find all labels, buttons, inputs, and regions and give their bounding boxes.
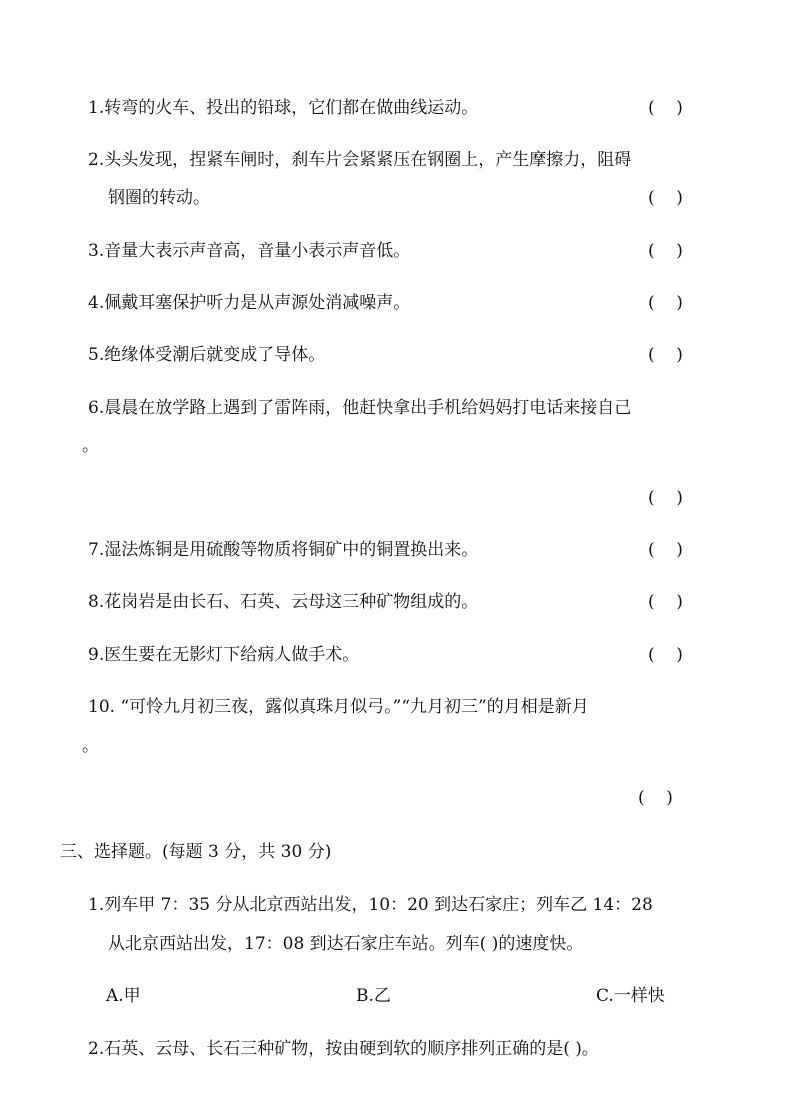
answer-blank-3[interactable]: ( ): [648, 241, 683, 261]
answer-blank-6[interactable]: ( ): [648, 488, 683, 508]
answer-blank-1[interactable]: ( ): [648, 98, 683, 118]
answer-blank-4[interactable]: ( ): [648, 293, 683, 313]
choice-1-line-2: 从北京西站出发，17：08 到达石家庄车站。列车( )的速度快。: [108, 934, 584, 954]
question-6-period: 。: [82, 436, 99, 456]
question-3-text: 3.音量大表示声音高，音量小表示声音低。: [88, 241, 411, 261]
choice-1-line-1: 1.列车甲 7：35 分从北京西站出发，10：20 到达石家庄；列车乙 14：28: [88, 895, 653, 915]
question-10-period: 。: [82, 736, 99, 756]
choice-2-line-1: 2.石英、云母、长石三种矿物，按由硬到软的顺序排列正确的是( )。: [88, 1039, 599, 1059]
answer-blank-2[interactable]: ( ): [648, 188, 683, 208]
question-2-continuation: 钢圈的转动。: [108, 188, 210, 208]
answer-blank-5[interactable]: ( ): [648, 345, 683, 365]
section-3-heading: 三、选择题。(每题 3 分，共 30 分): [60, 842, 332, 862]
question-8-text: 8.花岗岩是由长石、石英、云母这三种矿物组成的。: [88, 592, 479, 612]
question-6-text: 6.晨晨在放学路上遇到了雷阵雨，他赶快拿出手机给妈妈打电话来接自己: [88, 398, 632, 418]
choice-1-option-c[interactable]: C.一样快: [596, 986, 665, 1006]
answer-blank-7[interactable]: ( ): [648, 540, 683, 560]
choice-1-option-a[interactable]: A.甲: [106, 986, 141, 1006]
answer-blank-10[interactable]: ( ): [638, 788, 673, 808]
question-7-text: 7.湿法炼铜是用硫酸等物质将铜矿中的铜置换出来。: [88, 540, 479, 560]
answer-blank-8[interactable]: ( ): [648, 592, 683, 612]
question-10-text: 10. “可怜九月初三夜，露似真珠月似弓。”“九月初三”的月相是新月: [88, 697, 589, 717]
choice-1-option-b[interactable]: B.乙: [356, 986, 391, 1006]
question-2-text: 2.头头发现，捏紧车闸时，刹车片会紧紧压在钢圈上，产生摩擦力，阻碍: [88, 150, 632, 170]
question-1-text: 1.转弯的火车、投出的铅球，它们都在做曲线运动。: [88, 98, 479, 118]
question-9-text: 9.医生要在无影灯下给病人做手术。: [88, 645, 360, 665]
answer-blank-9[interactable]: ( ): [648, 645, 683, 665]
question-5-text: 5.绝缘体受潮后就变成了导体。: [88, 345, 326, 365]
question-4-text: 4.佩戴耳塞保护听力是从声源处消减噪声。: [88, 293, 411, 313]
